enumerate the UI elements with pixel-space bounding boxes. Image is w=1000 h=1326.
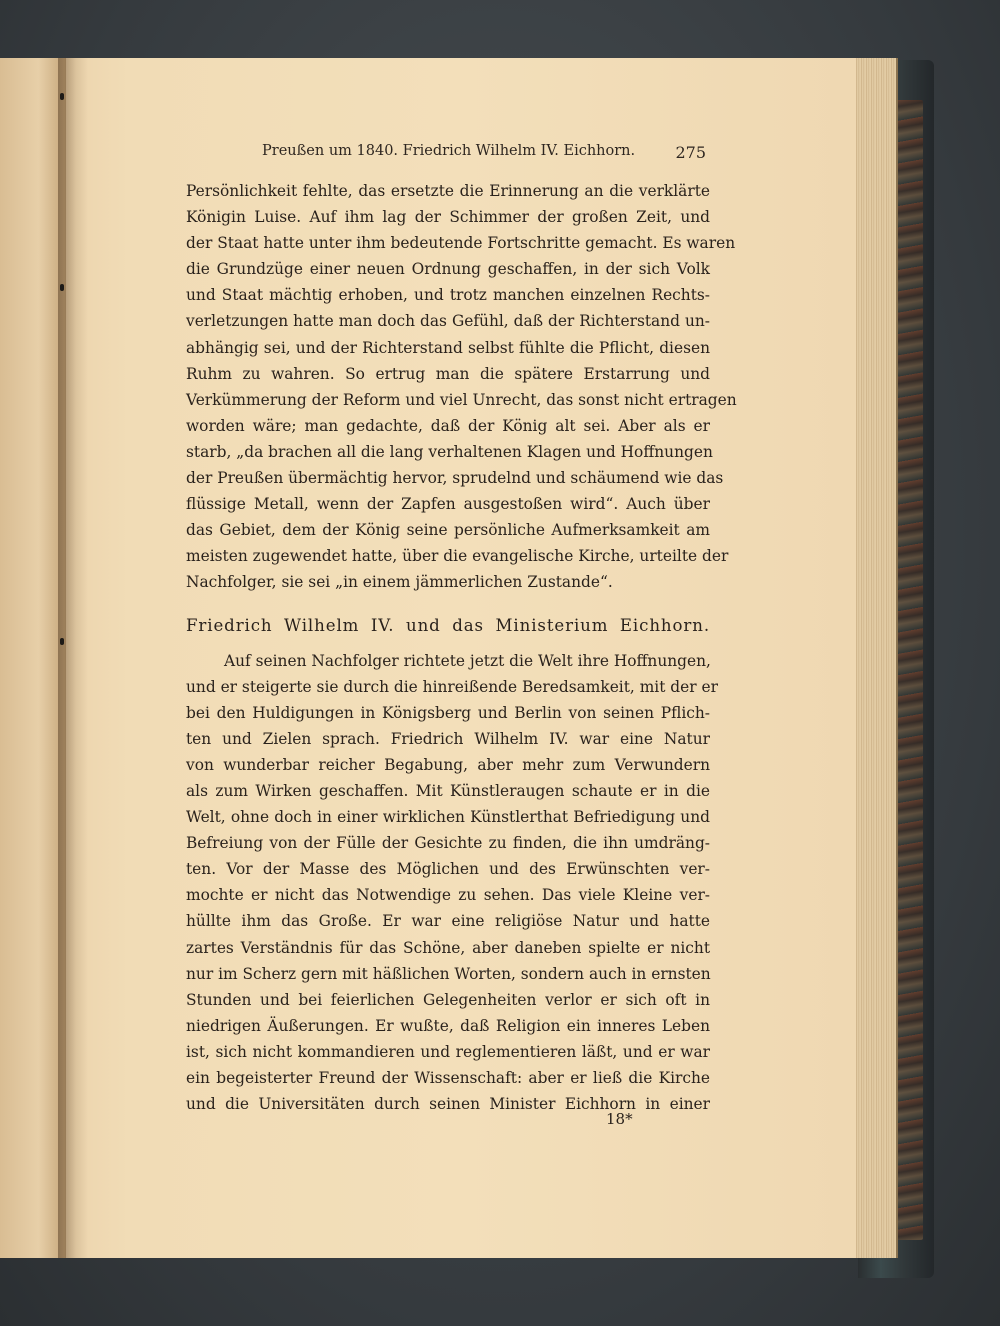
text-line: und die Universitäten durch seinen Minister Eichhorn in einer: [186, 1095, 710, 1114]
running-head-title: Preußen um 1840. Friedrich Wilhelm IV. Eichhorn.: [262, 143, 636, 159]
text-line: hüllte ihm das Große. Er war eine religiöse Natur und hatte: [186, 912, 710, 931]
text-line: worden wäre; man gedachte, daß der König alt sei. Aber als er: [186, 416, 710, 435]
margin-mark: [60, 638, 64, 645]
text-line: verletzungen hatte man doch das Gefühl, daß der Richterstand un-: [186, 312, 710, 331]
text-line: bei den Huldigungen in Königsberg und Berlin von seinen Pflich-: [186, 703, 710, 722]
body-text: [186, 178, 737, 1117]
gutter-shadow: [58, 58, 88, 1258]
running-head: [262, 143, 708, 165]
margin-mark: [60, 93, 64, 100]
paragraph-1: [186, 178, 737, 596]
text-line: meisten zugewendet hatte, über die evangelische Kirche, urteilte der: [186, 547, 729, 566]
text-line: ten. Vor der Masse des Möglichen und des Erwünschten ver-: [186, 860, 710, 879]
text-line: flüssige Metall, wenn der Zapfen ausgestoßen wird“. Auch über: [186, 495, 710, 514]
text-line: der Staat hatte unter ihm bedeutende Fortschritte gemacht. Es waren: [186, 234, 736, 253]
text-line: Stunden und bei feierlichen Gelegenheiten verlor er sich oft in: [186, 990, 710, 1009]
text-line: der Preußen übermächtig hervor, sprudelnd und schäumend wie das: [186, 469, 724, 488]
section-heading: Friedrich Wilhelm IV. und das Ministerium Eichhorn.: [186, 615, 710, 635]
marbled-cover-edge: [895, 100, 923, 1240]
text-line: Welt, ohne doch in einer wirklichen Künstlerthat Befriedigung und: [186, 808, 710, 827]
text-line: nur im Scherz gern mit häßlichen Worten, sondern auch in ernsten: [186, 964, 711, 983]
text-line: und er steigerte sie durch die hinreißende Beredsamkeit, mit der er: [186, 677, 718, 696]
text-line: von wunderbar reicher Begabung, aber mehr zum Verwundern: [186, 755, 710, 774]
text-line: ten und Zielen sprach. Friedrich Wilhelm IV. war eine Natur: [186, 729, 710, 748]
text-line: das Gebiet, dem der König seine persönliche Aufmerksamkeit am: [186, 521, 710, 540]
page-number: 275: [675, 143, 706, 162]
text-line: Befreiung von der Fülle der Gesichte zu finden, die ihn umdräng-: [186, 834, 710, 853]
text-line: abhängig sei, und der Richterstand selbst fühlte die Pflicht, diesen: [186, 338, 710, 357]
text-line: mochte er nicht das Notwendige zu sehen. Das viele Kleine ver-: [186, 886, 710, 905]
text-line: Königin Luise. Auf ihm lag der Schimmer der großen Zeit, und: [186, 208, 710, 227]
text-line: zartes Verständnis für das Schöne, aber daneben spielte er nicht: [186, 938, 710, 957]
text-line: Auf seinen Nachfolger richtete jetzt die Welt ihre Hoffnungen,: [224, 651, 711, 670]
text-line: Ruhm zu wahren. So ertrug man die spätere Erstarrung und: [186, 364, 710, 383]
text-line: Persönlichkeit fehlte, das ersetzte die Erinnerung an die verklärte: [186, 182, 710, 200]
text-line: niedrigen Äußerungen. Er wußte, daß Religion ein inneres Leben: [186, 1016, 710, 1035]
text-line: ein begeisterter Freund der Wissenschaft: aber er ließ die Kirche: [186, 1069, 710, 1087]
text-line: die Grundzüge einer neuen Ordnung geschaffen, in der sich Volk: [186, 260, 710, 279]
signature-mark: 18*: [606, 1110, 633, 1128]
text-line: Verkümmerung der Reform und viel Unrecht, das sonst nicht ertragen: [186, 390, 737, 409]
text-line: als zum Wirken geschaffen. Mit Künstleraugen schaute er in die: [186, 781, 710, 800]
text-line: Nachfolger, sie sei „in einem jämmerlichen Zustande“.: [186, 573, 613, 592]
text-line: und Staat mächtig erhoben, und trotz manchen einzelnen Rechts-: [186, 286, 710, 305]
margin-mark: [60, 284, 64, 291]
text-line: ist, sich nicht kommandieren und reglementieren läßt, und er war: [186, 1042, 710, 1061]
text-line: starb, „da brachen all die lang verhaltenen Klagen und Hoffnungen: [186, 442, 713, 461]
page-stack-edge: [852, 58, 898, 1258]
paragraph-2: [186, 648, 718, 1118]
